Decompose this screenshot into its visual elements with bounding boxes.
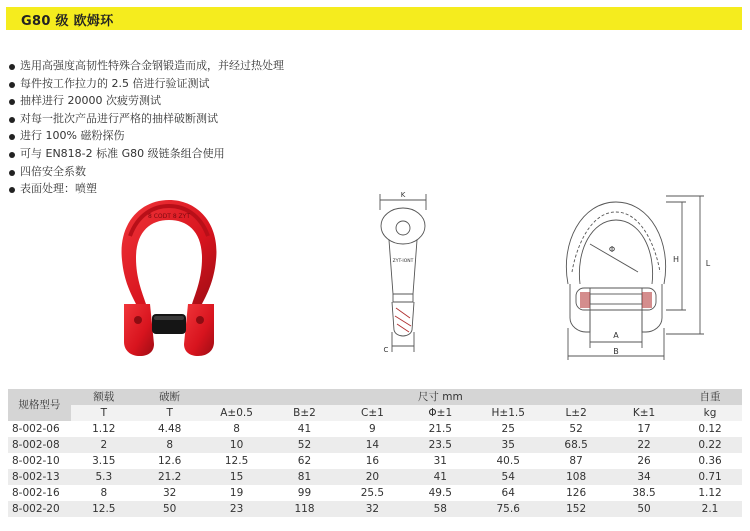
value-cell: 38.5: [610, 485, 678, 501]
value-cell: 2: [71, 437, 137, 453]
feature-item: 可与 EN818-2 标准 G80 级链条组合使用: [8, 145, 284, 163]
header-weight: 自重: [678, 389, 742, 405]
value-cell: 9: [338, 421, 406, 437]
unit-cell: Φ±1: [406, 405, 474, 421]
value-cell: 64: [474, 485, 542, 501]
value-cell: 21.2: [137, 469, 203, 485]
model-cell: 8-002-20: [8, 501, 71, 517]
table-row: [8, 485, 742, 501]
feature-item: 选用高强度高韧性特殊合金钢锻造而成，并经过热处理: [8, 57, 284, 75]
title-bar: [6, 7, 742, 30]
value-cell: 87: [542, 453, 610, 469]
value-cell: 15: [203, 469, 271, 485]
table-row: [8, 421, 742, 437]
value-cell: 12.5: [203, 453, 271, 469]
shackle-product-image: [110, 196, 228, 360]
unit-cell: K±1: [610, 405, 678, 421]
value-cell: 26: [610, 453, 678, 469]
value-cell: 1.12: [71, 421, 137, 437]
value-cell: 1.12: [678, 485, 742, 501]
unit-cell: T: [71, 405, 137, 421]
feature-item: 对每一批次产品进行严格的抽样破断测试: [8, 110, 284, 128]
value-cell: 54: [474, 469, 542, 485]
value-cell: 10: [203, 437, 271, 453]
value-cell: 2.1: [678, 501, 742, 517]
value-cell: 4.48: [137, 421, 203, 437]
feature-list: [8, 57, 284, 198]
value-cell: 58: [406, 501, 474, 517]
value-cell: 0.22: [678, 437, 742, 453]
table-units-row: [8, 405, 742, 421]
value-cell: 49.5: [406, 485, 474, 501]
value-cell: 52: [542, 421, 610, 437]
unit-cell: B±2: [271, 405, 339, 421]
value-cell: 99: [271, 485, 339, 501]
value-cell: 52: [271, 437, 339, 453]
unit-cell: kg: [678, 405, 742, 421]
value-cell: 50: [610, 501, 678, 517]
table-row: [8, 501, 742, 517]
dim-b-label: B: [613, 347, 619, 356]
value-cell: 5.3: [71, 469, 137, 485]
header-load: 额载: [71, 389, 137, 405]
value-cell: 50: [137, 501, 203, 517]
value-cell: 12.6: [137, 453, 203, 469]
unit-cell: C±1: [338, 405, 406, 421]
feature-item: 每件按工作拉力的 2.5 倍进行验证测试: [8, 75, 284, 93]
feature-item: 四倍安全系数: [8, 163, 284, 181]
header-break: 破断: [137, 389, 203, 405]
value-cell: 23: [203, 501, 271, 517]
value-cell: 32: [137, 485, 203, 501]
value-cell: 22: [610, 437, 678, 453]
model-cell: 8-002-13: [8, 469, 71, 485]
dim-h-label: H: [672, 255, 680, 264]
model-cell: 8-002-06: [8, 421, 71, 437]
value-cell: 25: [474, 421, 542, 437]
value-cell: 62: [271, 453, 339, 469]
value-cell: 31: [406, 453, 474, 469]
value-cell: 0.36: [678, 453, 742, 469]
value-cell: 126: [542, 485, 610, 501]
unit-cell: H±1.5: [474, 405, 542, 421]
value-cell: 40.5: [474, 453, 542, 469]
value-cell: 12.5: [71, 501, 137, 517]
page-title: G80 级 欧姆环: [21, 14, 114, 29]
unit-cell: L±2: [542, 405, 610, 421]
table-header-row: [8, 389, 742, 405]
value-cell: 108: [542, 469, 610, 485]
unit-cell: A±0.5: [203, 405, 271, 421]
value-cell: 0.71: [678, 469, 742, 485]
value-cell: 3.15: [71, 453, 137, 469]
feature-item: 抽样进行 20000 次疲劳测试: [8, 92, 284, 110]
table-row: [8, 437, 742, 453]
value-cell: 0.12: [678, 421, 742, 437]
table-body: [8, 421, 742, 517]
value-cell: 8: [137, 437, 203, 453]
value-cell: 34: [610, 469, 678, 485]
unit-cell: T: [137, 405, 203, 421]
feature-item: 表面处理：喷塑: [8, 180, 284, 198]
value-cell: 20: [338, 469, 406, 485]
product-stamp: 8 CODT 8 ZYT: [148, 213, 190, 220]
side-stamp-text: ZYT-IONT: [392, 259, 414, 264]
side-view-drawing: [372, 190, 442, 360]
value-cell: 41: [271, 421, 339, 437]
value-cell: 8: [71, 485, 137, 501]
value-cell: 152: [542, 501, 610, 517]
dim-phi-label: Φ: [608, 245, 616, 254]
value-cell: 35: [474, 437, 542, 453]
dim-a-label: A: [613, 331, 619, 340]
table-row: [8, 453, 742, 469]
dim-c-label: C: [383, 346, 389, 354]
value-cell: 81: [271, 469, 339, 485]
feature-item: 进行 100% 磁粉探伤: [8, 127, 284, 145]
value-cell: 41: [406, 469, 474, 485]
model-cell: 8-002-10: [8, 453, 71, 469]
spec-table: [8, 389, 742, 517]
table-row: [8, 469, 742, 485]
model-cell: 8-002-16: [8, 485, 71, 501]
value-cell: 14: [338, 437, 406, 453]
value-cell: 118: [271, 501, 339, 517]
header-model: 规格型号: [8, 389, 71, 421]
value-cell: 8: [203, 421, 271, 437]
dim-k-label: K: [400, 191, 406, 199]
value-cell: 25.5: [338, 485, 406, 501]
header-dims: 尺寸 mm: [203, 389, 678, 405]
model-cell: 8-002-08: [8, 437, 71, 453]
value-cell: 75.6: [474, 501, 542, 517]
value-cell: 32: [338, 501, 406, 517]
value-cell: 17: [610, 421, 678, 437]
front-view-drawing: [546, 188, 716, 360]
dim-l-label: L: [705, 259, 711, 268]
value-cell: 21.5: [406, 421, 474, 437]
value-cell: 19: [203, 485, 271, 501]
value-cell: 68.5: [542, 437, 610, 453]
value-cell: 23.5: [406, 437, 474, 453]
value-cell: 16: [338, 453, 406, 469]
